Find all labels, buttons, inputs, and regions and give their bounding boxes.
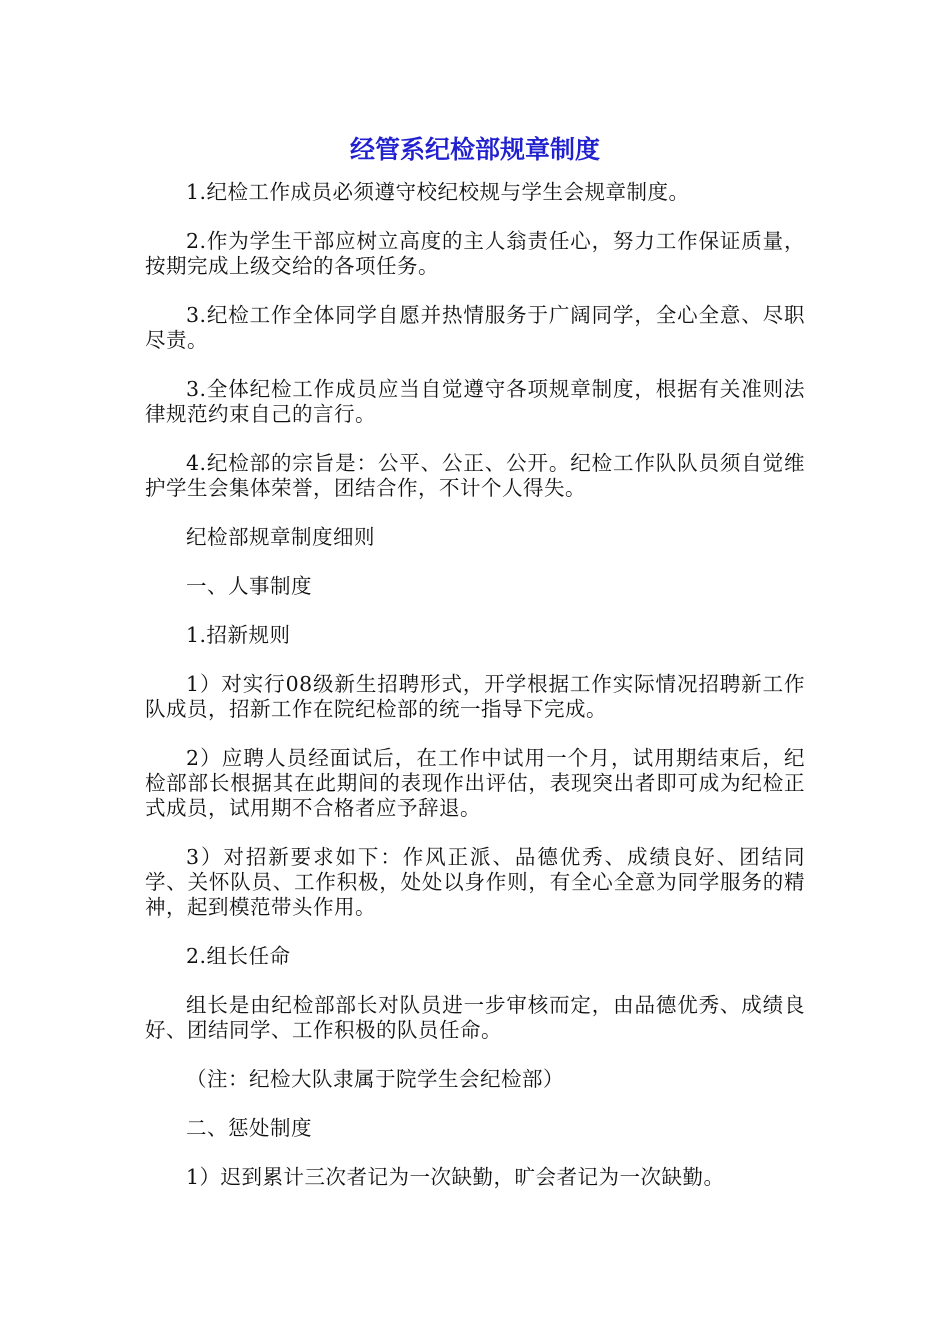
- document-page: [145, 130, 805, 1214]
- document-title: 经管系纪检部规章制度: [349, 135, 600, 164]
- subheading-leader-appointment: 2.组长任命: [186, 944, 291, 968]
- paragraph-recruitment-1: 1）对实行08级新生招聘形式，开学根据工作实际情况招聘新工作队成员，招新工作在院纪检部的统一指导下完成。: [145, 672, 805, 721]
- section-heading-rules-detail: 纪检部规章制度细则: [186, 525, 375, 549]
- paragraph-1: 1.纪检工作成员必须遵守校纪校规与学生会规章制度。: [186, 180, 690, 204]
- section-heading-penalty: 二、惩处制度: [186, 1116, 312, 1140]
- paragraph-4: 3.全体纪检工作成员应当自觉遵守各项规章制度，根据有关准则法律规范约束自己的言行。: [145, 377, 805, 426]
- paragraph-leader-appointment: 组长是由纪检部部长对队员进一步审核而定，由品德优秀、成绩良好、团结同学、工作积极的队员任命。: [145, 993, 805, 1042]
- paragraph-3: 3.纪检工作全体同学自愿并热情服务于广阔同学，全心全意、尽职尽责。: [145, 303, 805, 352]
- paragraph-recruitment-2: 2）应聘人员经面试后，在工作中试用一个月，试用期结束后，纪检部部长根据其在此期间的表现作出评估，表现突出者即可成为纪检正式成员，试用期不合格者应予辞退。: [145, 746, 805, 820]
- paragraph-penalty-1: 1）迟到累计三次者记为一次缺勤，旷会者记为一次缺勤。: [186, 1165, 725, 1189]
- paragraph-note: （注：纪检大队隶属于院学生会纪检部）: [186, 1067, 564, 1091]
- subheading-recruitment: 1.招新规则: [186, 623, 291, 647]
- paragraph-2: 2.作为学生干部应树立高度的主人翁责任心，努力工作保证质量，按期完成上级交给的各项任务。: [145, 229, 805, 278]
- paragraph-5: 4.纪检部的宗旨是：公平、公正、公开。纪检工作队队员须自觉维护学生会集体荣誉，团结合作，不计个人得失。: [145, 451, 805, 500]
- paragraph-recruitment-3: 3）对招新要求如下：作风正派、品德优秀、成绩良好、团结同学、关怀队员、工作积极，处处以身作则，有全心全意为同学服务的精神，起到模范带头作用。: [145, 845, 805, 919]
- section-heading-personnel: 一、人事制度: [186, 574, 312, 598]
